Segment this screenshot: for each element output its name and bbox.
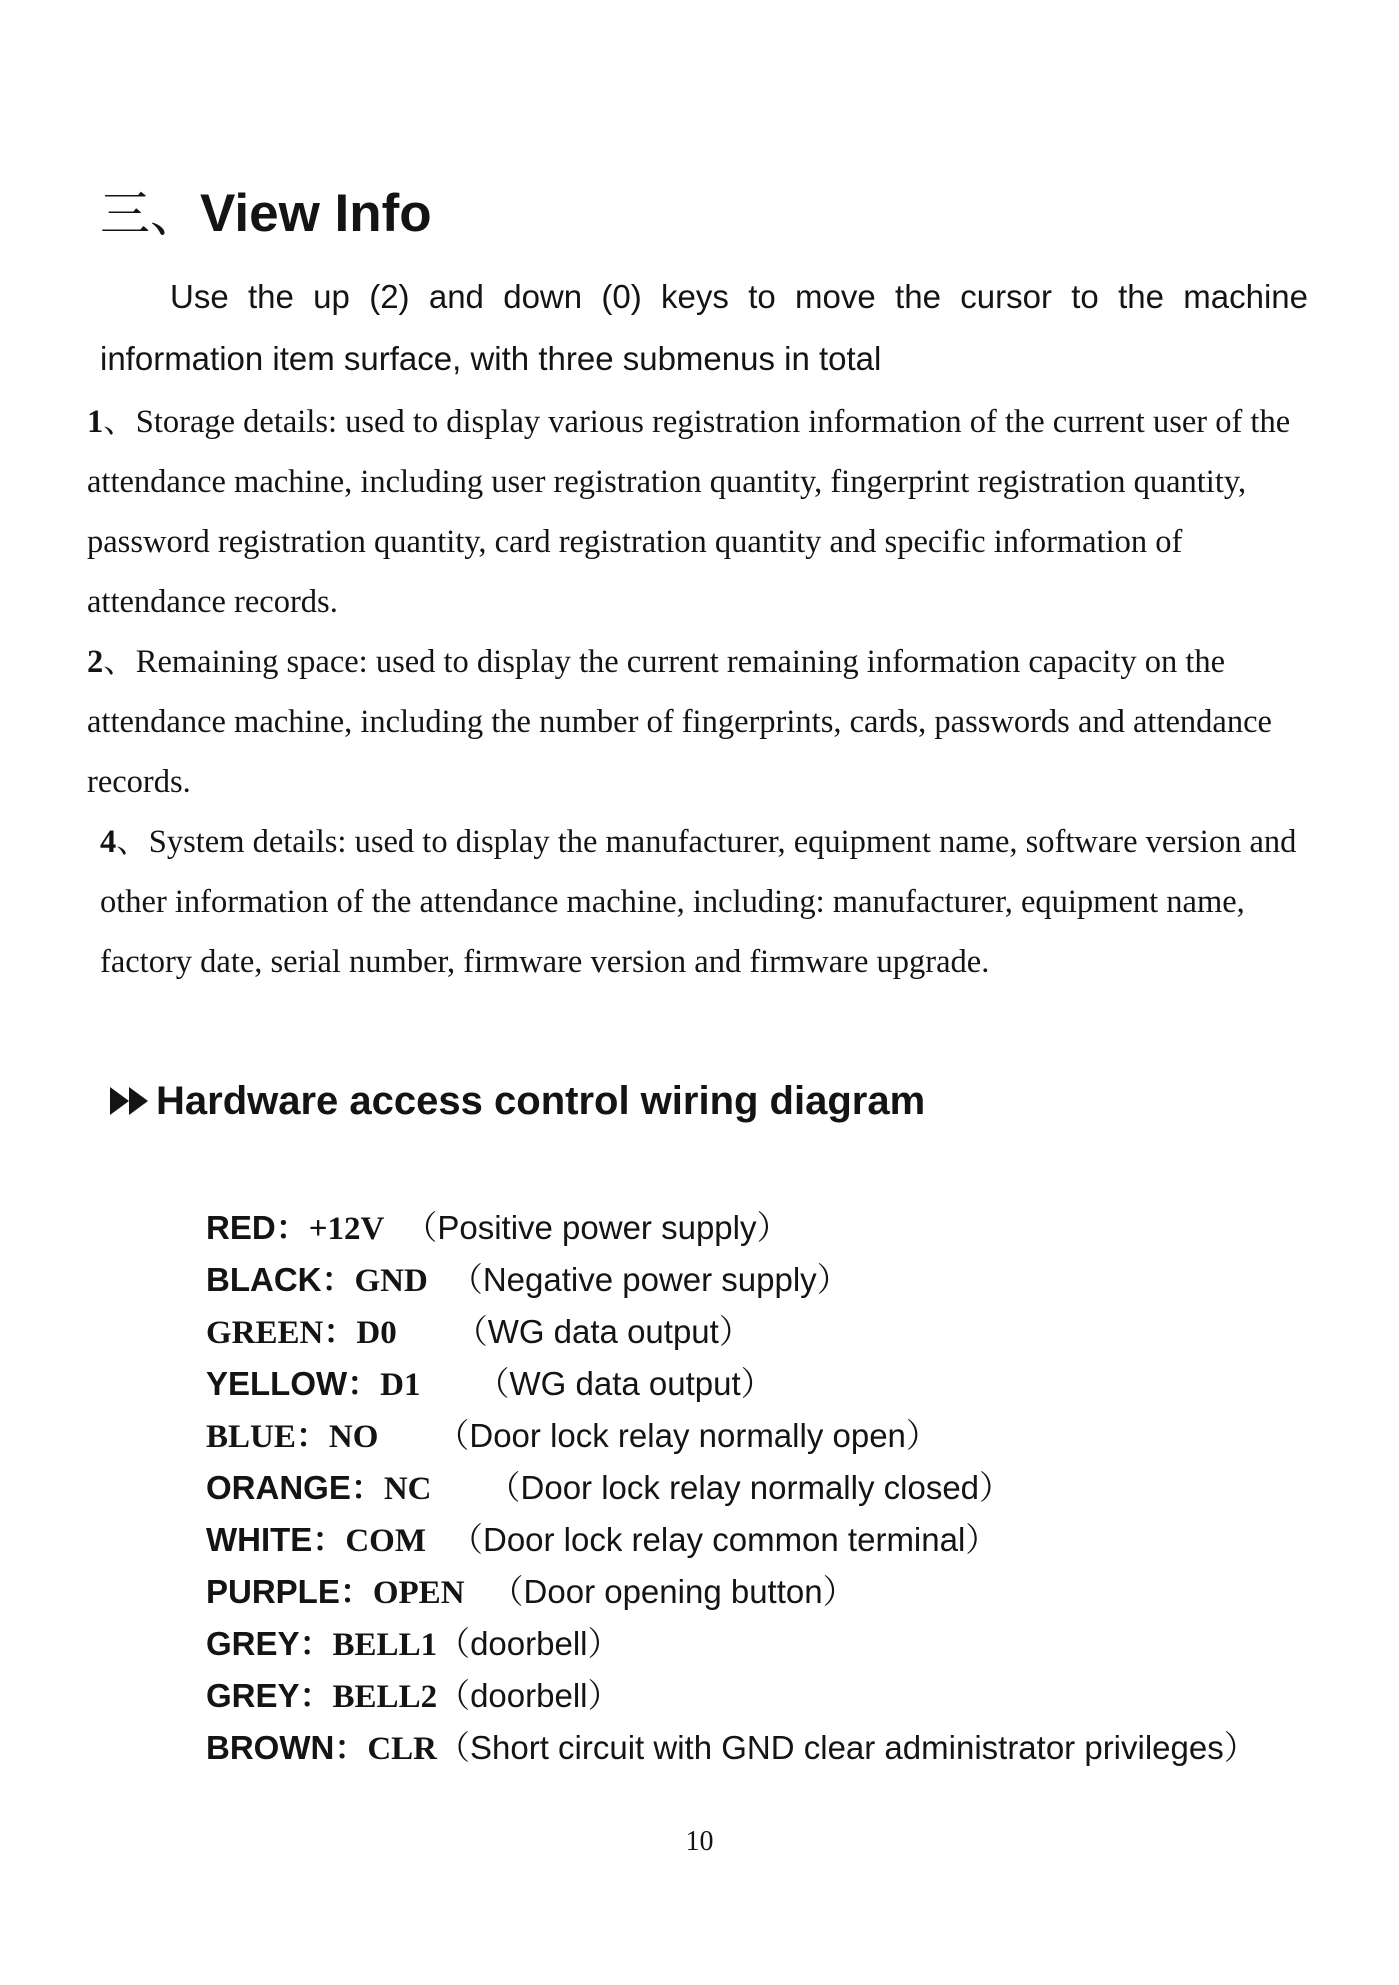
section-number: 三、: [100, 185, 200, 243]
wiring-list: [206, 1202, 1356, 1774]
list-item-remaining-space: [87, 632, 1317, 812]
submenu-list: [87, 392, 1317, 992]
wire-terminal: OPEN: [372, 1575, 465, 1611]
wire-row-orange: ORANGE：NC （Door lock relay normally closed）: [206, 1469, 1013, 1507]
wiring-heading-text: Hardware access control wiring diagram: [156, 1078, 926, 1123]
wire-row-yellow: YELLOW：D1 （WG data output）: [206, 1365, 774, 1403]
wire-description: （Positive power supply）: [404, 1209, 790, 1246]
wire-terminal: NC: [383, 1471, 432, 1507]
wire-row-grey-bell2: GREY：BELL2（doorbell）: [206, 1677, 621, 1715]
wire-terminal: COM: [345, 1523, 426, 1559]
wire-description: （Door opening button）: [490, 1573, 856, 1610]
wire-terminal: BELL1: [332, 1627, 438, 1663]
wire-row-brown: BROWN：CLR（Short circuit with GND clear administrator privileges）: [206, 1729, 1257, 1767]
wire-row-grey-bell1: GREY：BELL1（doorbell）: [206, 1625, 621, 1663]
wire-description: （WG data output）: [454, 1313, 752, 1350]
wire-row-black: BLACK：GND （Negative power supply）: [206, 1261, 850, 1299]
item-separator: 、: [103, 644, 136, 680]
wire-color: BLUE: [206, 1419, 296, 1455]
list-item-storage-details: [87, 392, 1317, 632]
wire-description: （WG data output）: [476, 1365, 774, 1402]
item-number: 1: [87, 404, 104, 440]
wire-color: GREEN: [206, 1315, 324, 1351]
wire-description: （Door lock relay common terminal）: [449, 1521, 999, 1558]
wire-description: （Door lock relay normally closed）: [487, 1469, 1013, 1506]
wire-terminal: +12V: [308, 1211, 385, 1247]
double-play-arrow-icon: [110, 1086, 150, 1116]
wire-color: ORANGE: [206, 1469, 351, 1506]
wire-row-purple: PURPLE：OPEN （Door opening button）: [206, 1573, 856, 1611]
item-text: Remaining space: used to display the current remaining information capacity on the attendance machine, including the number of fingerprints, cards, passwords and attendance records.: [87, 644, 1272, 800]
wire-terminal: GND: [354, 1263, 428, 1299]
wire-terminal: D0: [356, 1315, 397, 1351]
item-text: Storage details: used to display various registration information of the current user of the attendance machine, including user registration quantity, fingerprint registration quantity, password registration quantity, card registration quantity and specific information of attendance records.: [87, 404, 1291, 620]
item-number: 2: [87, 644, 104, 680]
wire-color: GREY: [206, 1677, 300, 1714]
wire-description: （doorbell）: [437, 1677, 621, 1714]
item-number: 4: [100, 824, 117, 860]
list-item-system-details: [100, 812, 1317, 992]
wire-row-blue: BLUE：NO （Door lock relay normally open）: [206, 1417, 939, 1455]
wiring-heading: [110, 1071, 925, 1131]
wire-color: WHITE: [206, 1521, 313, 1558]
wire-terminal: CLR: [367, 1731, 437, 1767]
wire-description: （Negative power supply）: [449, 1261, 850, 1298]
intro-paragraph: [100, 266, 1308, 390]
wire-description: （Short circuit with GND clear administrator privileges）: [437, 1729, 1257, 1766]
wire-description: （doorbell）: [437, 1625, 621, 1662]
wire-color: BLACK: [206, 1261, 322, 1298]
wire-color: GREY: [206, 1625, 300, 1662]
section-title: View Info: [200, 184, 432, 243]
item-text: System details: used to display the manufacturer, equipment name, software version and other information of the attendance machine, including: manufacturer, equipment name, factory date, serial number, firmware version and firmware upgrade.: [100, 824, 1297, 980]
section-heading: [100, 174, 432, 244]
page-number: 10: [685, 1826, 714, 1857]
wire-description: （Door lock relay normally open）: [436, 1417, 939, 1454]
wire-row-green: GREEN：D0 （WG data output）: [206, 1313, 752, 1351]
wire-terminal: D1: [380, 1367, 421, 1403]
wire-color: RED: [206, 1209, 276, 1246]
wire-color: YELLOW: [206, 1365, 348, 1402]
wire-row-white: WHITE：COM （Door lock relay common terminal）: [206, 1521, 999, 1559]
wire-row-red: RED：+12V （Positive power supply）: [206, 1209, 790, 1247]
item-separator: 、: [116, 824, 149, 860]
wire-terminal: NO: [328, 1419, 379, 1455]
wire-color: BROWN: [206, 1729, 335, 1766]
wire-terminal: BELL2: [332, 1679, 438, 1715]
intro-text: Use the up (2) and down (0) keys to move the cursor to the machine information item surface, with three submenus in total: [100, 278, 1308, 377]
wire-color: PURPLE: [206, 1573, 340, 1610]
item-separator: 、: [103, 404, 136, 440]
